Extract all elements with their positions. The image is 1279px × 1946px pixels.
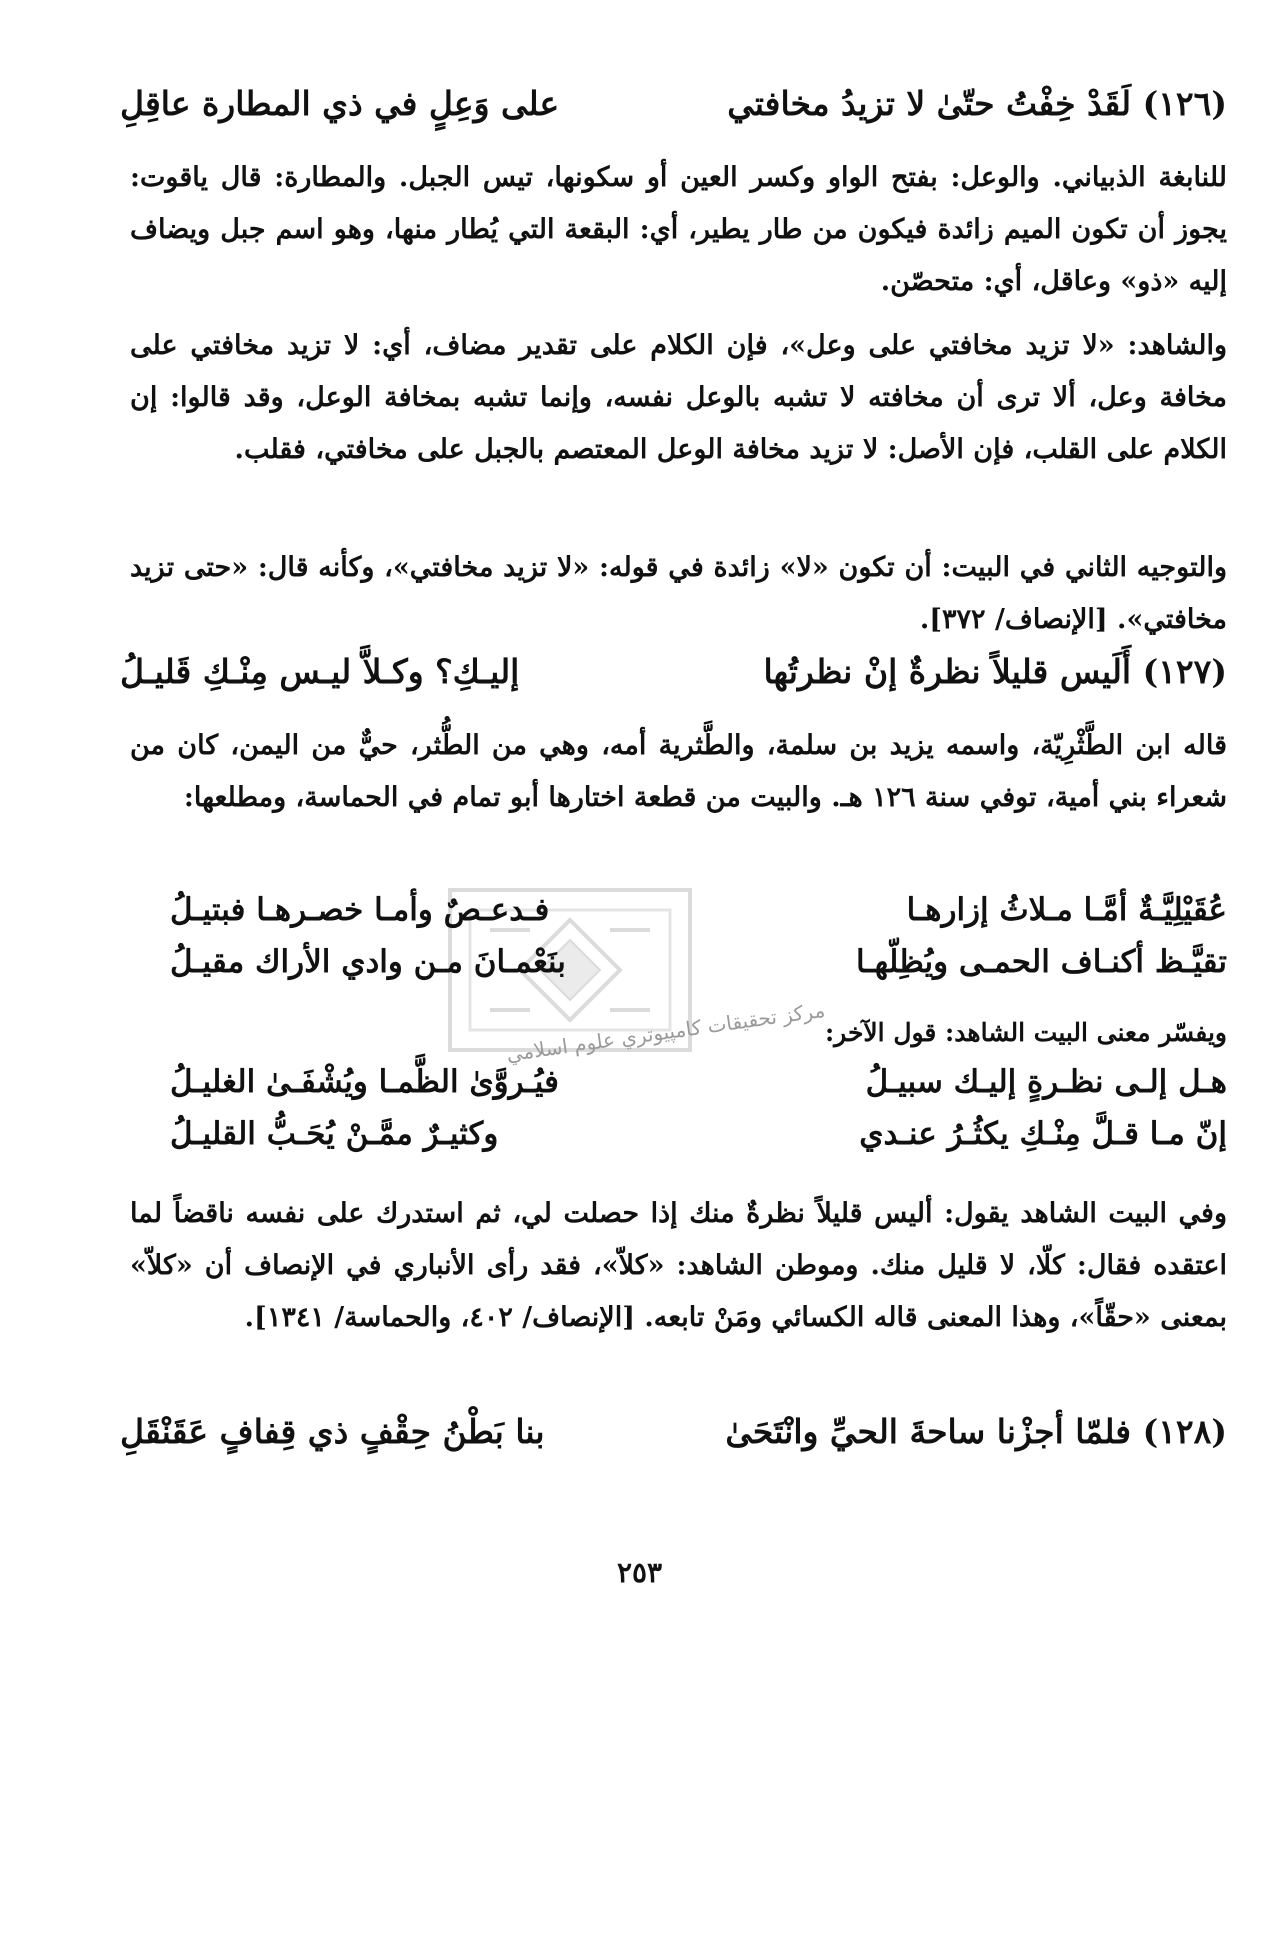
couplet-b-1-second: فيُـروَّىٰ الظَّمـا ويُشْفَـىٰ الغليـلُ (170, 1064, 559, 1100)
couplet-a-2-second: بنَعْمـانَ مـن وادي الأراك مقيـلُ (170, 944, 566, 980)
couplet-a-1-first: عُقَيْلِيَّـةٌ أمَّـا مـلاثُ إزارهـا (906, 892, 1227, 928)
verse-126-second-half: على وَعِلٍ في ذي المطارة عاقِلِ (120, 84, 560, 123)
couplet-a-2-first: تقيَّـظ أكنـاف الحمـى ويُظِلّهـا (856, 944, 1227, 980)
couplet-a-2 (170, 944, 1227, 981)
watermark-text: مركز تحقيقات كامپيوتري علوم اسلامي (504, 997, 827, 1067)
couplet-a-1-second: فـدعـصٌ وأمـا خصـرهـا فبتيـلُ (170, 892, 550, 928)
verse-128-second-half: بنا بَطْنُ حِقْفٍ ذي قِفافٍ عَقَنْقَلِ (120, 1412, 545, 1451)
verse-127 (120, 652, 1227, 692)
verse-128-first-half: (١٢٨) فلمّا أجزْنا ساحةَ الحيِّ وانْتَحَىٰ (725, 1412, 1227, 1451)
couplet-b-2 (170, 1116, 1227, 1153)
page-number: ٢٥٣ (616, 1556, 663, 1589)
verse-126 (120, 84, 1227, 124)
commentary-126-source: للنابغة الذبياني. والوعل: بفتح الواو وكسر العين أو سكونها، تيس الجبل. والمطارة: قال ياقوت: يجوز أن تكون الميم زائدة فيكون من طار يطير، أي: البقعة التي يُطار منها، وهو اسم جبل ويضاف إليه «ذو» وعاقل، أي: متحصّن. (130, 162, 1227, 297)
commentary-127-source: قاله ابن الطَّثْرِيّة، واسمه يزيد بن سلمة، والطَّثرية أمه، وهي من الطُّثر، حيٌّ من اليمن، كان من شعراء بني أمية، توفي سنة ١٢٦ هـ. والبيت من قطعة اختارها أبو تمام في الحماسة، ومطلعها: (130, 730, 1227, 813)
couplet-b-1-first: هـل إلـى نظـرةٍ إليـك سبيـلُ (865, 1064, 1227, 1100)
couplet-b-2-second: وكثيـرٌ ممَّـنْ يُحَـبُّ القليـلُ (170, 1116, 499, 1152)
verse-126-first-half: (١٢٦) لَقَدْ خِفْتُ حتّىٰ لا تزيدُ مخافتي (727, 84, 1227, 123)
couplet-b-2-first: إنّ مـا قـلَّ مِنْـكِ يكثُـرُ عنـدي (859, 1116, 1227, 1152)
commentary-127-evidence: وفي البيت الشاهد يقول: أليس قليلاً نظرةٌ منك إذا حصلت لي، ثم استدرك على نفسه ناقضاً لما اعتقده فقال: كلّا، لا قليل منك. وموطن الشاهد: «كلاّ»، فقد رأى الأنباري في الإنصاف أن «كلاّ» بمعنى «حقّاً»، وهذا المعنى قاله الكسائي ومَنْ تابعه. [الإنصاف/ ٤٠٢، والحماسة/ ١٣٤١]. (130, 1198, 1227, 1333)
couplet-a-1 (170, 892, 1227, 929)
commentary-126-second-reading: والتوجيه الثاني في البيت: أن تكون «لا» زائدة في قوله: «لا تزيد مخافتي»، وكأنه قال: «حتى تزيد مخافتي». [الإنصاف/ ٣٧٢]. (130, 552, 1227, 635)
verse-127-second-half: إليـكِ؟ وكـلاَّ ليـس مِنْـكِ قَليـلُ (120, 652, 520, 691)
commentary-126-evidence: والشاهد: «لا تزيد مخافتي على وعل»، فإن الكلام على تقدير مضاف، أي: لا تزيد مخافتي على مخافة وعل، ألا ترى أن مخافته لا تشبه بالوعل نفسه، وإنما تشبه بمخافة الوعل، وقد قالوا: إن الكلام على القلب، فإن الأصل: لا تزيد مخافة الوعل المعتصم بالجبل على مخافتي، فقلب. (130, 330, 1227, 465)
verse-127-first-half: (١٢٧) أَلَيس قليلاً نظرةٌ إنْ نظرتُها (763, 652, 1227, 691)
couplet-b-1 (170, 1064, 1227, 1101)
intro-line-other-poet: ويفسّر معنى البيت الشاهد: قول الآخر: (824, 1018, 1227, 1047)
verse-128 (120, 1412, 1227, 1452)
